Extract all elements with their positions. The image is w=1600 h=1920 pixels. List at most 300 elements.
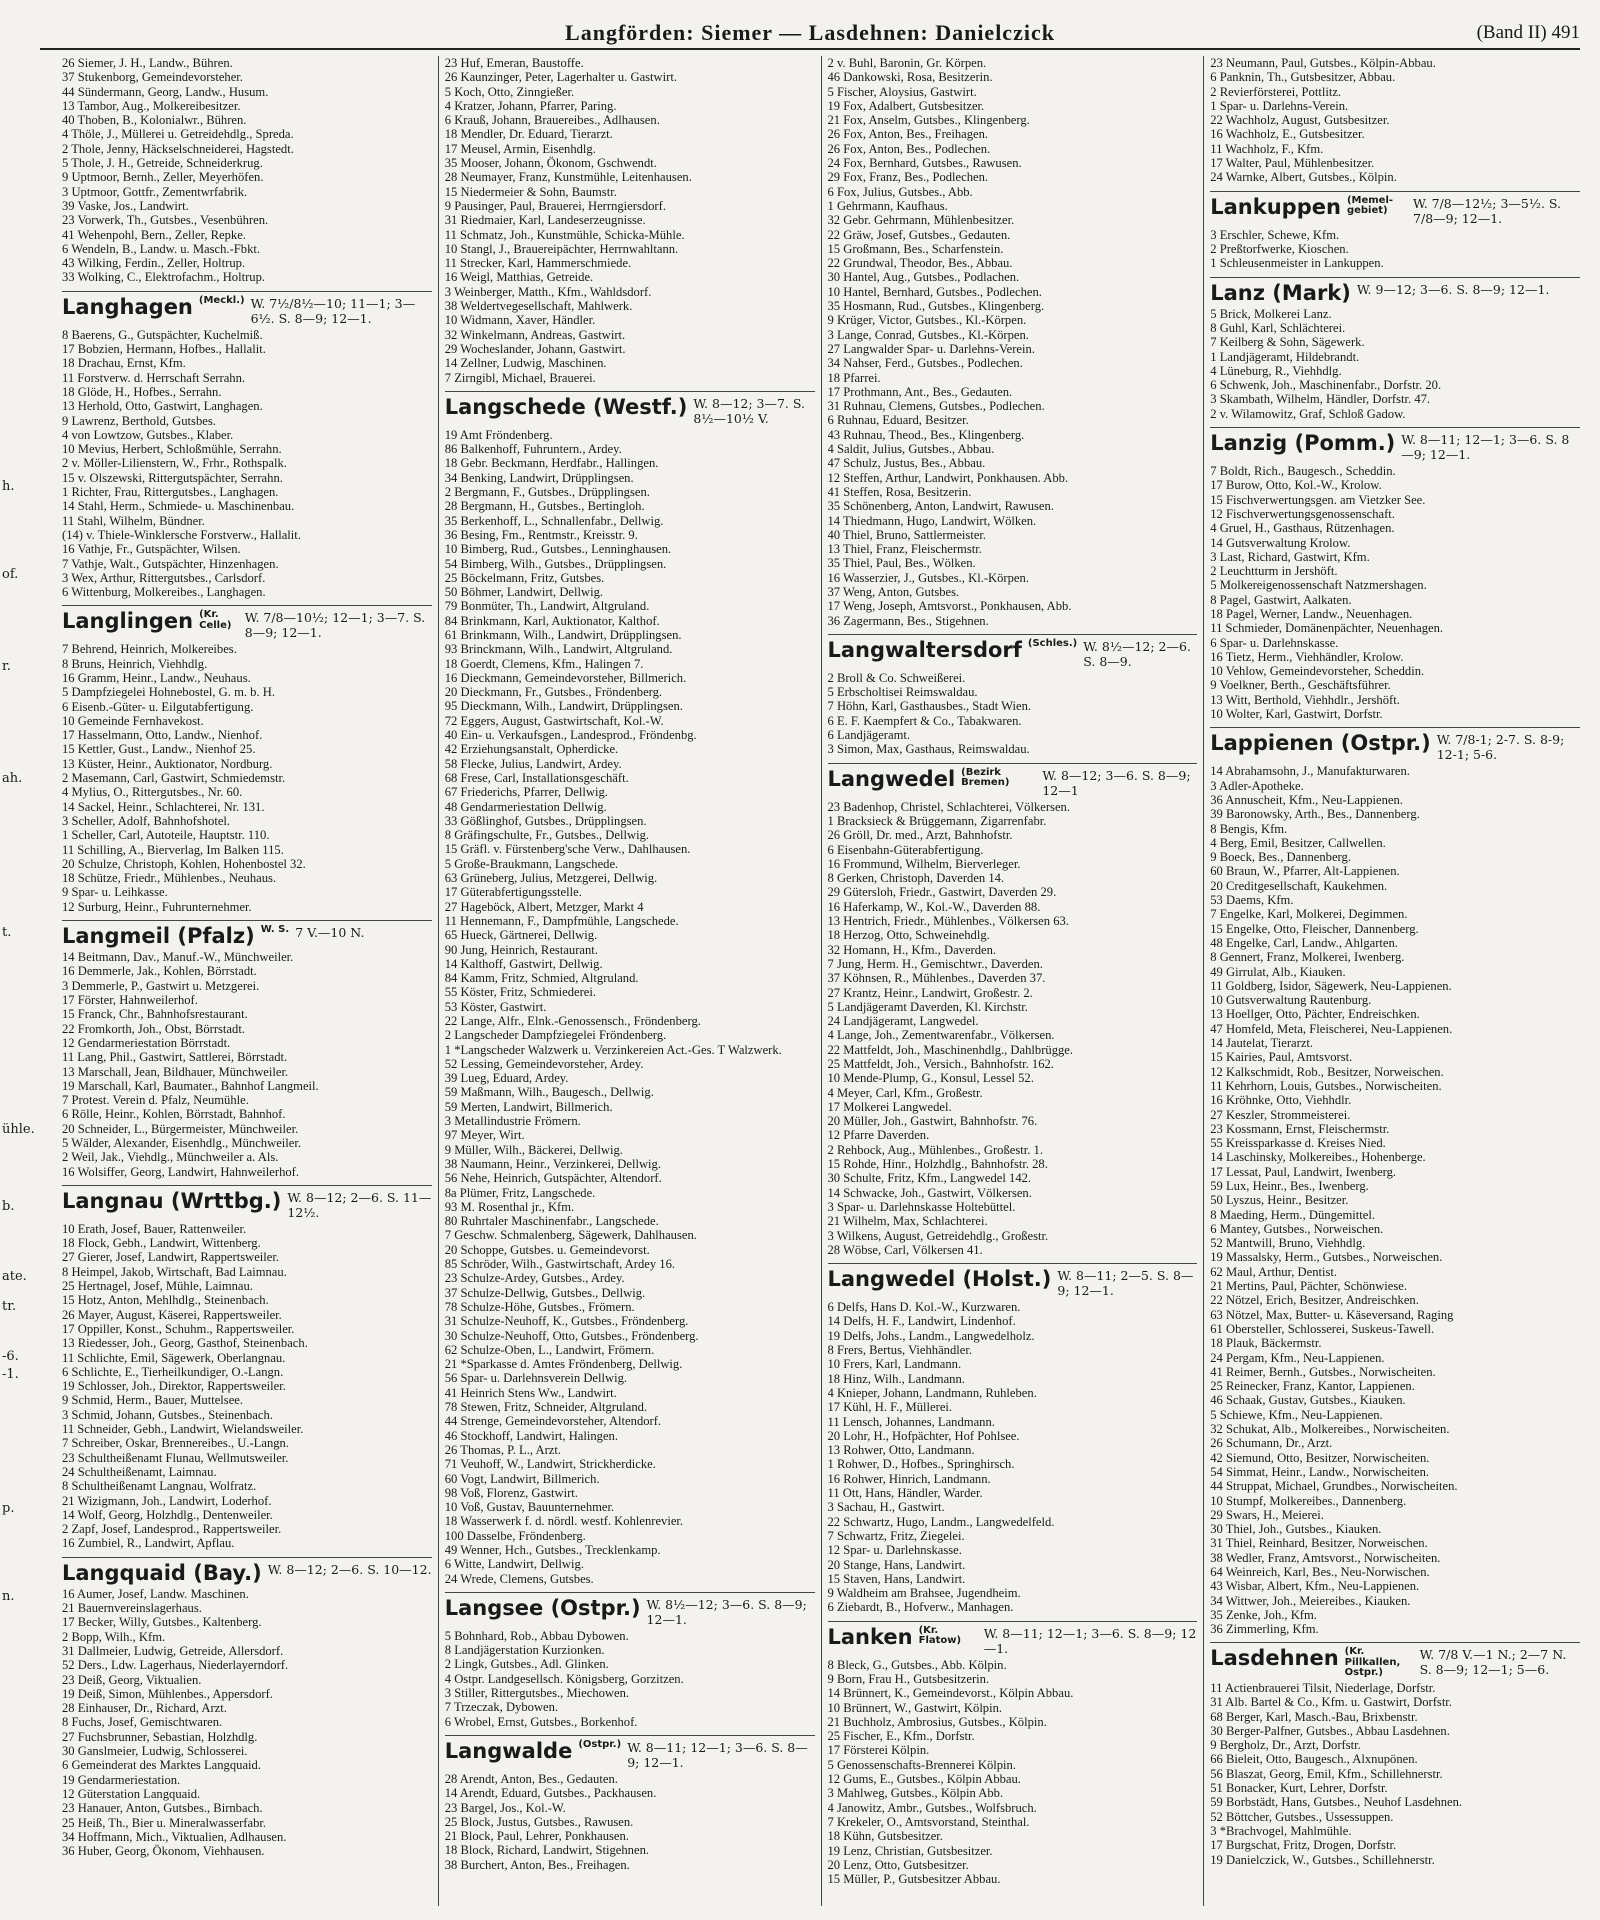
subscriber-entry: 5 Brick, Molkerei Lanz. (1210, 306, 1332, 321)
subscriber-entry: 44 Struppat, Michael, Grundbes., Norwischeiten. (1210, 1479, 1458, 1494)
town-heading (62, 610, 432, 640)
subscriber-entry: 8 Bleck, G., Gutsbes., Abb. Kölpin. (827, 1657, 1007, 1672)
subscriber-entry: 84 Brinkmann, Karl, Auktionator, Kalthof. (444, 613, 660, 628)
subscriber-entry: 3 Last, Richard, Gastwirt, Kfm. (1210, 549, 1370, 564)
subscriber-entry: 46 Schaak, Gustav, Gutsbes., Kiauken. (1210, 1393, 1406, 1408)
subscriber-entry: 4 Saldit, Julius, Gutsbes., Abbau. (827, 442, 995, 457)
subscriber-entry: 15 Fischverwertungsgen. am Vietzker See. (1210, 492, 1426, 507)
subscriber-entry: 53 Köster, Gastwirt. (444, 999, 547, 1014)
margin-fragment: ühle. (2, 1122, 35, 1137)
subscriber-entry: 15 Hotz, Anton, Mehlhdlg., Steinenbach. (62, 1293, 269, 1308)
subscriber-entry: 8 Landjägerstation Kurzionken. (444, 1643, 605, 1658)
subscriber-entry: 27 Keszler, Strommeisterei. (1210, 1107, 1351, 1122)
subscriber-entry: 85 Schröder, Wilh., Gastwirtschaft, Ardey 16. (444, 1257, 676, 1272)
subscriber-entry: 44 Sündermann, Georg, Landw., Husum. (62, 84, 269, 99)
subscriber-entry: 16 Dieckmann, Gemeindevorsteher, Billmerich. (444, 670, 687, 685)
office-hours: W. 8—11; 12—1; 3—6. S. 8—9; 12—1. (983, 1625, 1197, 1656)
subscriber-entry: 18 Herzog, Otto, Schweinehdlg. (827, 928, 990, 943)
subscriber-entry: 11 Wachholz, F., Kfm. (1210, 141, 1324, 156)
margin-fragment: p. (2, 1501, 15, 1516)
subscriber-entry: 35 Zenke, Joh., Kfm. (1210, 1607, 1317, 1622)
subscriber-entry: 13 Thiel, Franz, Fleischermstr. (827, 542, 982, 557)
subscriber-entry: 22 Schwartz, Hugo, Landm., Langwedelfeld. (827, 1514, 1055, 1529)
subscriber-entry: 14 Wolf, Georg, Holzhdlg., Dentenweiler. (62, 1507, 273, 1522)
town-section (1210, 1642, 1580, 1866)
subscriber-entry: 2 Rehbock, Aug., Mühlenbes., Großestr. 1. (827, 1142, 1043, 1157)
subscriber-entry: 43 Wisbar, Albert, Kfm., Neu-Lappienen. (1210, 1579, 1420, 1594)
town-name: Langnau (Wrttbg.) (62, 1188, 282, 1213)
town-section (828, 634, 1198, 757)
subscriber-entry: 31 Ruhnau, Clemens, Gutsbes., Podlechen. (827, 399, 1045, 414)
subscriber-entry: 19 Lenz, Christian, Gutsbesitzer. (827, 1843, 993, 1858)
subscriber-entry: 29 Gütersloh, Friedr., Gastwirt, Daverden 29. (827, 885, 1057, 900)
subscriber-entry: 59 Borbstädt, Hans, Gutsbes., Neuhof Lasdehnen. (1210, 1795, 1463, 1810)
subscriber-entry: 17 Güterabfertigungsstelle. (444, 885, 582, 900)
header-title: Langförden: Siemer — Lasdehnen: Danielczick (565, 20, 1055, 45)
subscriber-entry: 55 Kreissparkasse d. Kreises Nied. (1210, 1136, 1386, 1151)
town-name: Lanken (827, 1624, 913, 1649)
subscriber-entry: 11 Goldberg, Isidor, Sägewerk, Neu-Lappienen. (1210, 978, 1452, 993)
subscriber-entry: 46 Dankowski, Rosa, Besitzerin. (827, 70, 993, 85)
subscriber-entry: 20 Lohr, H., Hofpächter, Hof Pohlsee. (827, 1428, 1020, 1443)
subscriber-entry: 15 Franck, Chr., Bahnhofsrestaurant. (62, 1007, 248, 1022)
town-heading (1210, 432, 1580, 462)
subscriber-entry: 20 Schulze, Christoph, Kohlen, Hohenbostel 32. (62, 856, 306, 871)
subscriber-entry: 6 Schlichte, E., Tierheilkundiger, O.-Langn. (62, 1364, 284, 1379)
subscriber-entry: 8 Fuchs, Josef, Gemischtwaren. (62, 1715, 223, 1730)
subscriber-entry: 34 Wittwer, Joh., Meiereibes., Kiauken. (1210, 1593, 1411, 1608)
subscriber-entry: 11 Kehrhorn, Louis, Gutsbes., Norwischeiten. (1210, 1078, 1442, 1093)
subscriber-entry: 19 Amt Fröndenberg. (444, 427, 553, 442)
town-name: Lanz (Mark) (1210, 280, 1351, 305)
town-section (1210, 727, 1580, 1636)
office-hours: W. 8—12; 2—6. S. 11—12½. (287, 1189, 432, 1220)
subscriber-entry: 33 Wolking, C., Elektrofachm., Holtrup. (62, 270, 266, 285)
subscriber-entry: 79 Bonmüter, Th., Landwirt, Altgruland. (444, 599, 650, 614)
subscriber-entry: 12 Gendarmeriestation Börrstadt. (62, 1035, 231, 1050)
subscriber-entry: 27 Gierer, Josef, Landwirt, Rappertsweiler. (62, 1250, 280, 1265)
subscriber-entry: 10 Stumpf, Molkereibes., Dannenberg. (1210, 1493, 1407, 1508)
town-section (1210, 191, 1580, 271)
subscriber-entry: 5 Dampfziegelei Hohnebostel, G. m. b. H. (62, 685, 275, 700)
subscriber-entry: 23 Schultheißenamt Flunau, Wellmutsweiler. (62, 1450, 289, 1465)
subscriber-entry: 20 Müller, Joh., Gastwirt, Bahnhofstr. 76. (827, 1114, 1038, 1129)
subscriber-entry: 53 Daems, Kfm. (1210, 893, 1294, 908)
subscriber-entry: 12 Surburg, Heinr., Fuhrunternehmer. (62, 899, 252, 914)
subscriber-entry: 32 Winkelmann, Andreas, Gastwirt. (444, 327, 626, 342)
town-name: Lappienen (Ostpr.) (1210, 731, 1431, 756)
subscriber-entry: 23 Neumann, Paul, Gutsbes., Kölpin-Abbau. (1210, 56, 1436, 70)
subscriber-entry: 19 Massalsky, Herm., Gutsbes., Norweischen. (1210, 1250, 1443, 1265)
town-name: Langhagen (62, 294, 193, 319)
subscriber-entry: 8 Baerens, G., Gutspächter, Kuchelmiß. (62, 327, 263, 342)
subscriber-entry: 6 Spar- u. Darlehnskasse. (1210, 635, 1339, 650)
subscriber-entry: 15 Gräfl. v. Fürstenberg'sche Verw., Dahlhausen. (444, 842, 691, 857)
subscriber-entry: 6 Ziebardt, B., Hofverw., Manhagen. (827, 1600, 1014, 1615)
subscriber-entry: 20 Schoppe, Gutsbes. u. Gemeindevorst. (444, 1242, 650, 1257)
subscriber-entry: 18 Pagel, Werner, Landw., Neuenhagen. (1210, 607, 1413, 621)
subscriber-entry: 35 Berkenhoff, L., Schnallenfabr., Dellwig. (444, 513, 664, 528)
subscriber-entry: 16 Wasserzier, J., Gutsbes., Kl.-Körpen. (827, 570, 1029, 585)
subscriber-entry: 11 Schmatz, Joh., Kunstmühle, Schicka-Mühle. (444, 227, 685, 242)
town-name: Langsee (Ostpr.) (444, 1595, 641, 1620)
subscriber-entry: 8 Gennert, Franz, Molkerei, Iwenberg. (1210, 950, 1405, 965)
subscriber-entry: 6 Eisenbahn-Güterabfertigung. (827, 842, 984, 857)
subscriber-entry: 24 Fox, Bernhard, Gutsbes., Rawusen. (827, 156, 1022, 171)
subscriber-entry: 14 Zellner, Ludwig, Maschinen. (444, 356, 607, 371)
subscriber-entry: 15 Niedermeier & Sohn, Baumstr. (444, 184, 617, 199)
town-section (62, 605, 432, 914)
subscriber-entry: 54 Simmat, Heinr., Landw., Norwischeiten. (1210, 1464, 1430, 1479)
subscriber-entry: 22 Gräw, Josef, Gutsbes., Gedauten. (827, 227, 1011, 242)
subscriber-entry: 43 Ruhnau, Theod., Bes., Klingenberg. (827, 427, 1025, 442)
subscriber-entry: 7 Vathje, Walt., Gutspächter, Hinzenhagen. (62, 556, 279, 571)
subscriber-entry: 43 Wilking, Ferdin., Zeller, Holtrup. (62, 256, 246, 271)
subscriber-entry: 2 Bergmann, F., Gutsbes., Drüpplingsen. (444, 485, 650, 500)
subscriber-entry: 31 Thiel, Reinhard, Besitzer, Norweischen. (1210, 1536, 1428, 1551)
subscriber-entry: 10 Widmann, Xaver, Händler. (444, 313, 596, 328)
subscriber-entry: 12 Pfarre Daverden. (827, 1128, 930, 1143)
town-heading (1210, 1647, 1580, 1679)
continued-section (62, 56, 432, 285)
subscriber-entry: 9 Spar- u. Leihkasse. (62, 885, 168, 900)
subscriber-entry: 3 Spar- u. Darlehnskasse Holtebüttel. (827, 1199, 1016, 1214)
subscriber-entry: 17 Molkerei Langwedel. (827, 1099, 952, 1114)
subscriber-entry: 5 Molkereigenossenschaft Natzmershagen. (1210, 578, 1427, 593)
subscriber-entry: 3 Uptmoor, Gottfr., Zementwrfabrik. (62, 184, 248, 199)
town-heading (828, 768, 1198, 798)
subscriber-entry: 29 Wocheslander, Johann, Gastwirt. (444, 341, 626, 356)
subscriber-entry: 9 Uptmoor, Bernh., Zeller, Meyerhöfen. (62, 170, 264, 185)
subscriber-entry: 5 Schiewe, Kfm., Neu-Lappienen. (1210, 1407, 1383, 1422)
subscriber-entry: 27 Krantz, Heinr., Landwirt, Großestr. 2. (827, 985, 1033, 1000)
town-name: Langlingen (62, 609, 194, 634)
continued-section (1210, 56, 1580, 185)
town-name: Langquaid (Bay.) (62, 1560, 262, 1585)
subscriber-entry: 40 Thiel, Bruno, Sattlermeister. (827, 527, 987, 542)
subscriber-entry: 6 Witte, Landwirt, Dellwig. (444, 1557, 584, 1572)
subscriber-entry: 25 Reinecker, Franz, Kantor, Lappienen. (1210, 1379, 1415, 1394)
subscriber-entry: 16 Rohwer, Hinrich, Landmann. (827, 1471, 991, 1486)
subscriber-entry: 24 Pergam, Kfm., Neu-Lappienen. (1210, 1350, 1385, 1365)
subscriber-entry: 7 Jung, Herm. H., Gemischtwr., Daverden. (827, 956, 1043, 971)
subscriber-entry: 18 Goerdt, Clemens, Kfm., Halingen 7. (444, 656, 644, 671)
subscriber-entry: 15 Rohde, Hinr., Holzhdlg., Bahnhofstr. 28. (827, 1157, 1048, 1172)
subscriber-entry: 8 Maeding, Herm., Düngemittel. (1210, 1207, 1375, 1222)
subscriber-entry: 30 Thiel, Joh., Gutsbes., Kiauken. (1210, 1522, 1382, 1537)
office-hours: W. 9—12; 3—6. S. 8—9; 12—1. (1356, 281, 1550, 297)
subscriber-entry: 41 Steffen, Rosa, Besitzerin. (827, 484, 972, 499)
subscriber-entry: 59 Merten, Landwirt, Billmerich. (444, 1099, 613, 1114)
subscriber-entry: 39 Lueg, Eduard, Ardey. (444, 1071, 569, 1086)
town-qualifier: (Kr. Flatow) (918, 1624, 962, 1647)
subscriber-entry: 8 Bruns, Heinrich, Viehhdlg. (62, 656, 208, 671)
subscriber-entry: 2 Thole, Jenny, Häckselschneiderei, Hagstedt. (62, 141, 294, 156)
subscriber-entry: 8 Gerken, Christoph, Daverden 14. (827, 871, 1005, 886)
subscriber-entry: 6 Gemeinderat des Marktes Langquaid. (62, 1758, 261, 1773)
subscriber-entry: 22 Grundwal, Theodor, Bes., Abbau. (827, 256, 1013, 271)
subscriber-entry: 46 Stockhoff, Landwirt, Halingen. (444, 1428, 619, 1443)
subscriber-entry: 16 Zumbiel, R., Landwirt, Apflau. (62, 1536, 235, 1551)
subscriber-entry: 7 Höhn, Karl, Gasthausbes., Stadt Wien. (827, 699, 1032, 714)
subscriber-entry: 2 v. Buhl, Baronin, Gr. Körpen. (827, 56, 987, 70)
subscriber-entry: 19 Deiß, Simon, Mühlenbes., Appersdorf. (62, 1686, 273, 1701)
subscriber-entry: 10 Frers, Karl, Landmann. (827, 1357, 962, 1372)
subscriber-entry: 3 Sachau, H., Gastwirt. (827, 1500, 945, 1515)
subscriber-entry: 28 Einhauser, Dr., Richard, Arzt. (62, 1701, 227, 1716)
subscriber-entry: 48 Engelke, Carl, Landw., Ahlgarten. (1210, 935, 1398, 950)
subscriber-entry: 4 Ostpr. Landgesellsch. Königsberg, Gorzitzen. (444, 1671, 684, 1686)
subscriber-entry: 2 Zapf, Josef, Landesprod., Rappertsweiler. (62, 1522, 282, 1537)
subscriber-entry: 36 Zagermann, Bes., Stigehnen. (827, 613, 989, 628)
subscriber-entry: 60 Braun, W., Pfarrer, Alt-Lappienen. (1210, 864, 1400, 879)
subscriber-entry: 12 Fischverwertungsgenossenschaft. (1210, 506, 1395, 521)
subscriber-entry: 14 Thiedmann, Hugo, Landwirt, Wölken. (827, 513, 1037, 528)
page-header (40, 14, 1580, 50)
subscriber-entry: 19 Marschall, Karl, Baumater., Bahnhof Langmeil. (62, 1078, 319, 1093)
subscriber-entry: 7 Trzeczak, Dybowen. (444, 1700, 559, 1715)
subscriber-entry: 67 Friederichs, Pfarrer, Dellwig. (444, 785, 608, 800)
subscriber-entry: 23 Vorwerk, Th., Gutsbes., Vesenbühren. (62, 213, 269, 228)
subscriber-entry: 6 Wendeln, B., Landw. u. Masch.-Fbkt. (62, 241, 261, 256)
subscriber-entry: 26 Fox, Anton, Bes., Podlechen. (827, 141, 991, 156)
subscriber-entry: 3 Adler-Apotheke. (1210, 778, 1304, 793)
margin-fragment: -6. (2, 1349, 19, 1364)
subscriber-entry: 3 Wilkens, August, Getreidehdlg., Großestr. (827, 1228, 1049, 1243)
subscriber-entry: 25 Böckelmann, Fritz, Gutsbes. (444, 570, 605, 585)
town-qualifier: (Memel-gebiet) (1346, 194, 1394, 217)
subscriber-entry: 25 Hertnagel, Josef, Mühle, Laimnau. (62, 1279, 253, 1294)
subscriber-entry: 52 Mantwill, Bruno, Viehhdlg. (1210, 1236, 1366, 1251)
subscriber-entry: 3 Lange, Conrad, Gutsbes., Kl.-Körpen. (827, 327, 1029, 342)
subscriber-entry: 60 Vogt, Landwirt, Billmerich. (444, 1471, 600, 1486)
subscriber-entry: 10 Erath, Josef, Bauer, Rattenweiler. (62, 1221, 247, 1236)
subscriber-entry: 6 Eisenb.-Güter- u. Eilgutabfertigung. (62, 699, 254, 714)
subscriber-entry: 25 Block, Justus, Gutsbes., Rawusen. (444, 1814, 634, 1829)
town-name: Lasdehnen (1210, 1646, 1339, 1671)
margin-fragment: b. (2, 1199, 15, 1214)
subscriber-entry: 44 Strenge, Gemeindevorsteher, Altendorf. (444, 1414, 662, 1429)
subscriber-entry: 13 Rohwer, Otto, Landmann. (827, 1443, 975, 1458)
subscriber-entry: 7 Schreiber, Oskar, Brennereibes., U.-Langn. (62, 1436, 290, 1451)
town-qualifier: (Kr. Pillkallen, Ostpr.) (1344, 1646, 1401, 1679)
subscriber-entry: 9 Krüger, Victor, Gutsbes., Kl.-Körpen. (827, 313, 1027, 328)
town-name: Lankuppen (1210, 194, 1341, 219)
subscriber-entry: 2 Leuchtturm in Jershöft. (1210, 564, 1338, 579)
town-heading (828, 1626, 1198, 1656)
subscriber-entry: 37 Stukenborg, Gemeindevorsteher. (62, 70, 243, 85)
subscriber-entry: 50 Lyszus, Heinr., Besitzer. (1210, 1193, 1349, 1208)
town-name: Langwedel (827, 766, 956, 791)
subscriber-entry: 25 Heiß, Th., Bier u. Mineralwasserfabr. (62, 1815, 267, 1830)
directory-column (438, 56, 821, 1906)
subscriber-entry: 30 Schulze-Neuhoff, Otto, Gutsbes., Fröndenberg. (444, 1328, 699, 1343)
subscriber-entry: 24 Schultheißenamt, Laimnau. (62, 1464, 217, 1479)
subscriber-entry: 11 Ott, Hans, Händler, Warder. (827, 1486, 983, 1501)
subscriber-entry: 6 Schwenk, Joh., Maschinenfabr., Dorfstr. 20. (1210, 378, 1442, 393)
subscriber-entry: 15 Müller, P., Gutsbesitzer Abbau. (827, 1872, 1001, 1887)
subscriber-entry: 4 Mylius, O., Rittergutsbes., Nr. 60. (62, 785, 243, 800)
subscriber-entry: 17 Prothmann, Ant., Bes., Gedauten. (827, 384, 1013, 399)
subscriber-entry: 4 Thöle, J., Müllerei u. Getreidehdlg., Spreda. (62, 127, 294, 142)
town-heading (62, 1190, 432, 1220)
subscriber-entry: 63 Grüneberg, Julius, Metzgerei, Dellwig. (444, 871, 658, 886)
town-section (1210, 427, 1580, 721)
subscriber-entry: 23 Kossmann, Ernst, Fleischermstr. (1210, 1121, 1390, 1136)
subscriber-entry: 20 Schneider, L., Bürgermeister, Münchweiler. (62, 1121, 299, 1136)
office-hours: W. 7/8-1; 2-7. S. 8-9; 12-1; 5-6. (1436, 732, 1565, 763)
subscriber-entry: 2 Weil, Jak., Viehdlg., Münchweiler a. Als. (62, 1150, 279, 1165)
town-section (62, 1185, 432, 1551)
subscriber-entry: 14 Schwacke, Joh., Gastwirt, Völkersen. (827, 1185, 1032, 1200)
subscriber-entry: 78 Schulze-Höhe, Gutsbes., Frömern. (444, 1299, 635, 1314)
town-name: Langmeil (Pfalz) (62, 924, 255, 949)
directory-column (1203, 56, 1586, 1906)
town-name: Langwedel (Holst.) (827, 1267, 1052, 1292)
subscriber-entry: 19 Fox, Adalbert, Gutsbesitzer. (827, 98, 985, 113)
subscriber-entry: 8 Bengis, Kfm. (1210, 821, 1288, 836)
subscriber-entry: 7 Protest. Verein d. Pfalz, Neumühle. (62, 1093, 249, 1108)
subscriber-entry: 18 Kühn, Gutsbesitzer. (827, 1829, 943, 1844)
subscriber-entry: 35 Schönenberg, Anton, Landwirt, Rawusen. (827, 499, 1054, 514)
subscriber-entry: 15 Staven, Hans, Landwirt. (827, 1571, 966, 1586)
subscriber-entry: 18 Flock, Gebh., Landwirt, Wittenberg. (62, 1236, 261, 1251)
subscriber-entry: 14 Sackel, Heinr., Schlachterei, Nr. 131. (62, 799, 265, 814)
subscriber-entry: 13 Riedesser, Joh., Georg, Gasthof, Steinenbach. (62, 1336, 308, 1351)
subscriber-entry: 93 M. Rosenthal jr., Kfm. (444, 1199, 575, 1214)
subscriber-entry: 17 Förster, Hahnweilerhof. (62, 993, 198, 1008)
subscriber-entry: 4 Kratzer, Johann, Pfarrer, Paring. (444, 98, 617, 113)
subscriber-entry: 2 Bopp, Wilh., Kfm. (62, 1629, 166, 1644)
subscriber-entry: 23 Hanauer, Anton, Gutsbes., Birnbach. (62, 1801, 263, 1816)
town-heading (1210, 282, 1580, 305)
subscriber-entry: 17 Försterei Kölpin. (827, 1743, 930, 1758)
subscriber-entry: 33 Gößlinghof, Gutsbes., Drüpplingsen. (444, 813, 647, 828)
town-qualifier: W. S. (260, 924, 290, 936)
subscriber-entry: 30 Schulte, Fritz, Kfm., Langwedel 142. (827, 1171, 1032, 1186)
subscriber-entry: 9 Born, Frau H., Gutsbesitzerin. (827, 1671, 990, 1686)
subscriber-entry: 58 Flecke, Julius, Landwirt, Ardey. (444, 756, 622, 771)
town-section (62, 291, 432, 600)
subscriber-entry: 8a Plümer, Fritz, Langschede. (444, 1185, 596, 1200)
subscriber-entry: 8 Schultheißenamt Langnau, Wolfratz. (62, 1479, 257, 1494)
office-hours: W. 7/8—12½; 3—5½. S. 7/8—9; 12—1. (1413, 195, 1562, 226)
subscriber-entry: 21 Wilhelm, Max, Schlachterei. (827, 1214, 988, 1229)
subscriber-entry: 54 Bimberg, Wilh., Gutsbes., Drüpplingsen. (444, 556, 667, 571)
town-name: Langschede (Westf.) (444, 394, 688, 419)
subscriber-entry: 38 Weldertvegesellschaft, Mahlwerk. (444, 299, 633, 314)
subscriber-entry: 6 Wittenburg, Molkereibes., Langhagen. (62, 585, 266, 600)
subscriber-entry: 11 Hennemann, F., Dampfmühle, Langschede. (444, 913, 679, 928)
subscriber-entry: 18 Mendler, Dr. Eduard, Tierarzt. (444, 127, 613, 142)
subscriber-entry: 17 Hasselmann, Otto, Landw., Nienhof. (62, 728, 263, 743)
subscriber-entry: 9 Pausinger, Paul, Brauerei, Herrngiersdorf. (444, 198, 666, 213)
subscriber-entry: (14) v. Thiele-Winklersche Forstverw., Hallalit. (62, 527, 301, 542)
subscriber-entry: 13 Hoellger, Otto, Pächter, Endreischken. (1210, 1007, 1420, 1022)
subscriber-entry: 10 Gutsverwaltung Rautenburg. (1210, 993, 1372, 1008)
town-section (445, 1735, 815, 1872)
margin-fragment: r. (2, 659, 11, 674)
subscriber-entry: 7 Boldt, Rich., Baugesch., Scheddin. (1210, 464, 1396, 479)
subscriber-entry: 6 Mantey, Gutsbes., Norweischen. (1210, 1221, 1384, 1236)
subscriber-entry: 17 Weng, Joseph, Amtsvorst., Ponkhausen, Abb. (827, 599, 1072, 614)
subscriber-entry: 8 Heimpel, Jakob, Wirtschaft, Bad Laimnau. (62, 1264, 287, 1279)
subscriber-entry: 14 Brünnert, K., Gemeindevorst., Kölpin Abbau. (827, 1686, 1074, 1701)
subscriber-entry: 2 Langscheder Dampfziegelei Fröndenberg. (444, 1028, 667, 1043)
subscriber-entry: 28 Neumayer, Franz, Kunstmühle, Leitenhausen. (444, 170, 692, 185)
town-heading (1210, 732, 1580, 762)
town-section (445, 1592, 815, 1729)
subscriber-entry: 29 Fox, Franz, Bes., Podlechen. (827, 170, 989, 185)
subscriber-entry: 12 Spar- u. Darlehnskasse. (827, 1543, 962, 1558)
subscriber-entry: 95 Dieckmann, Wilh., Landwirt, Drüpplingsen. (444, 699, 683, 714)
subscriber-entry: 93 Brinckmann, Wilh., Landwirt, Altgruland. (444, 642, 673, 657)
subscriber-entry: 39 Baronowsky, Arth., Bes., Dannenberg. (1210, 807, 1420, 822)
subscriber-entry: 20 Lenz, Otto, Gutsbesitzer. (827, 1857, 969, 1872)
office-hours: W. 8—11; 12—1; 3—6. S. 8—9; 12—1. (627, 1739, 808, 1770)
subscriber-entry: 49 Wenner, Hch., Gutsbes., Trecklenkamp. (444, 1542, 661, 1557)
continued-section (445, 56, 815, 385)
subscriber-entry: 1 Gehrmann, Kaufhaus. (827, 198, 948, 213)
subscriber-entry: 21 Buchholz, Ambrosius, Gutsbes., Kölpin. (827, 1714, 1047, 1729)
subscriber-entry: 20 Dieckmann, Fr., Gutsbes., Fröndenberg. (444, 685, 663, 700)
margin-fragment: ah. (2, 771, 23, 786)
subscriber-entry: 42 Siemund, Otto, Besitzer, Norwischeiten. (1210, 1450, 1430, 1465)
subscriber-entry: 3 Simon, Max, Gasthaus, Reimswaldau. (827, 742, 1030, 757)
subscriber-entry: 40 Thoben, B., Kolonialwr., Bühren. (62, 113, 247, 128)
subscriber-entry: 17 Meusel, Armin, Eisenhdlg. (444, 141, 596, 156)
subscriber-entry: 18 Glöde, H., Hofbes., Serrahn. (62, 384, 222, 399)
subscriber-entry: 14 Arendt, Eduard, Gutsbes., Packhausen. (444, 1786, 657, 1801)
town-section (62, 1557, 432, 1859)
subscriber-entry: 16 Wolsiffer, Georg, Landwirt, Hahnweilerhof. (62, 1164, 300, 1179)
subscriber-entry: 23 Badenhop, Christel, Schlachterei, Völkersen. (827, 799, 1070, 814)
town-section (1210, 277, 1580, 421)
subscriber-entry: 34 Benking, Landwirt, Drüpplingsen. (444, 470, 634, 485)
subscriber-entry: 1 Landjägeramt, Hildebrandt. (1210, 349, 1360, 364)
subscriber-entry: 12 Güterstation Langquaid. (62, 1786, 201, 1801)
subscriber-entry: 1 Spar- u. Darlehns-Verein. (1210, 98, 1349, 113)
subscriber-entry: 66 Bieleit, Otto, Baugesch., Alxnupönen. (1210, 1752, 1418, 1767)
subscriber-entry: 16 Wachholz, E., Gutsbesitzer. (1210, 127, 1365, 142)
subscriber-entry: 9 Bergholz, Dr., Arzt, Dorfstr. (1210, 1738, 1361, 1753)
subscriber-entry: 37 Weng, Anton, Gutsbes. (827, 584, 960, 599)
subscriber-entry: 6 Wrobel, Ernst, Gutsbes., Borkenhof. (444, 1714, 638, 1729)
subscriber-entry: 9 Voelkner, Berth., Geschäftsführer. (1210, 678, 1391, 693)
subscriber-entry: 11 Forstverw. d. Herrschaft Serrahn. (62, 370, 246, 385)
town-heading (62, 1562, 432, 1585)
town-qualifier: (Bezirk Bremen) (961, 766, 1010, 789)
town-section (828, 763, 1198, 1258)
subscriber-entry: 86 Balkenhoff, Fuhruntern., Ardey. (444, 442, 622, 457)
subscriber-entry: 49 Girrulat, Alb., Kiauken. (1210, 964, 1346, 979)
subscriber-entry: 17 Lessat, Paul, Landwirt, Iwenberg. (1210, 1164, 1397, 1179)
subscriber-entry: 27 Langwalder Spar- u. Darlehns-Verein. (827, 341, 1035, 356)
subscriber-entry: 13 Küster, Heinr., Auktionator, Nordburg. (62, 756, 273, 771)
subscriber-entry: 15 Großmann, Bes., Scharfenstein. (827, 241, 1004, 256)
subscriber-entry: 18 Plauk, Bäckermstr. (1210, 1336, 1322, 1351)
subscriber-entry: 31 Riedmaier, Karl, Landeserzeugnisse. (444, 213, 646, 228)
subscriber-entry: 38 Naumann, Heinr., Verzinkerei, Dellwig. (444, 1156, 662, 1171)
subscriber-entry: 24 Warnke, Albert, Gutsbes., Kölpin. (1210, 170, 1397, 185)
subscriber-entry: 71 Veuhoff, W., Landwirt, Strickherdicke. (444, 1457, 656, 1472)
subscriber-entry: 26 Mayer, August, Käserei, Rappertsweiler. (62, 1307, 282, 1322)
subscriber-entry: 1 Richter, Frau, Rittergutsbes., Langhagen. (62, 485, 279, 500)
subscriber-entry: 14 Gutsverwaltung Krolow. (1210, 535, 1351, 550)
subscriber-entry: 1 *Langscheder Walzwerk u. Verzinkereien Act.-Ges. T Walzwerk. (444, 1042, 782, 1057)
margin-fragment: n. (2, 1589, 15, 1604)
subscriber-entry: 42 Erziehungsanstalt, Opherdicke. (444, 742, 619, 757)
